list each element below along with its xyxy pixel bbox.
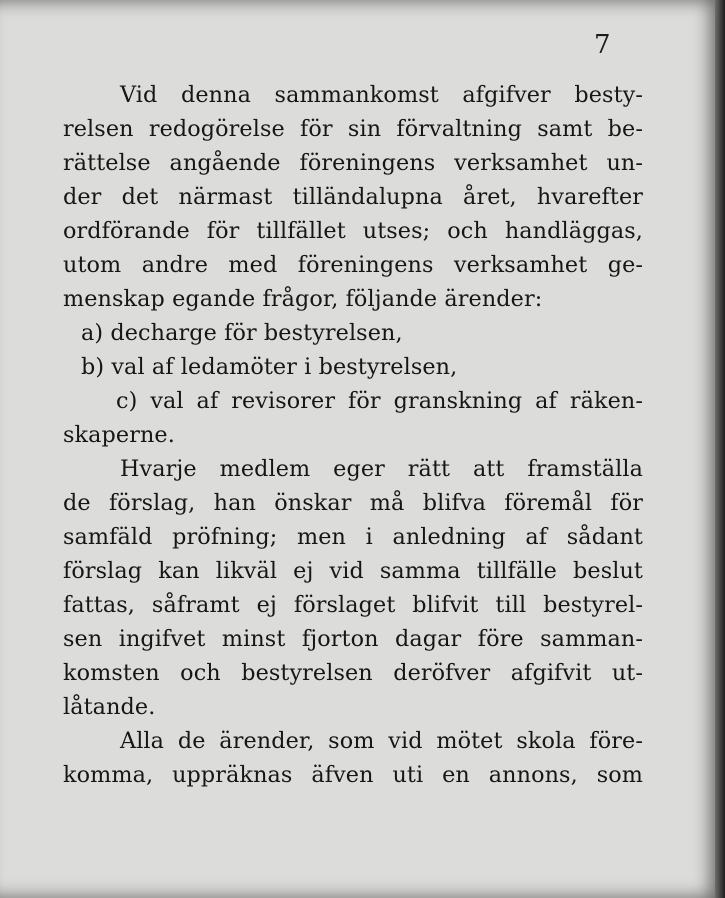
- body-text: [63, 78, 643, 792]
- text-line: låtande.: [63, 694, 156, 720]
- text-line: samfäld pröfning; men i anledning af sådant: [63, 524, 643, 550]
- text-line: ordförande för tillfället utses; och handläggas,: [63, 218, 643, 244]
- text-line: Hvarje medlem eger rätt att framställa: [120, 456, 643, 482]
- text-line: komsten och bestyrelsen deröfver afgifvit ut-: [63, 660, 643, 686]
- text-line: fattas, såframt ej förslaget blifvit till bestyrel-: [63, 592, 643, 618]
- text-line: skaperne.: [63, 422, 175, 448]
- text-line: rättelse angående föreningens verksamhet un-: [63, 150, 643, 176]
- page-number: 7: [594, 30, 611, 60]
- text-line: Vid denna sammankomst afgifver besty-: [120, 82, 643, 108]
- list-item-b: b) val af ledamöter i bestyrelsen,: [81, 354, 458, 380]
- text-line: förslag kan likväl ej vid samma tillfälle beslut: [63, 558, 643, 584]
- text-line: menskap egande frågor, följande ärender:: [63, 286, 543, 312]
- text-line: utom andre med föreningens verksamhet ge-: [63, 252, 643, 278]
- text-line: sen ingifvet minst fjorton dagar före samman-: [63, 626, 643, 652]
- text-line: relsen redogörelse för sin förvaltning samt be-: [63, 116, 643, 142]
- list-item-c: c) val af revisorer för granskning af räken-: [116, 388, 643, 414]
- page-edge-shadow: [715, 0, 725, 898]
- text-line: der det närmast tilländalupna året, hvarefter: [63, 184, 643, 210]
- list-item-a: a) decharge för bestyrelsen,: [81, 320, 403, 346]
- text-line: komma, uppräknas äfven uti en annons, som: [63, 762, 643, 788]
- text-line: de förslag, han önskar må blifva föremål för: [63, 490, 643, 516]
- text-line: Alla de ärender, som vid mötet skola före-: [120, 728, 643, 754]
